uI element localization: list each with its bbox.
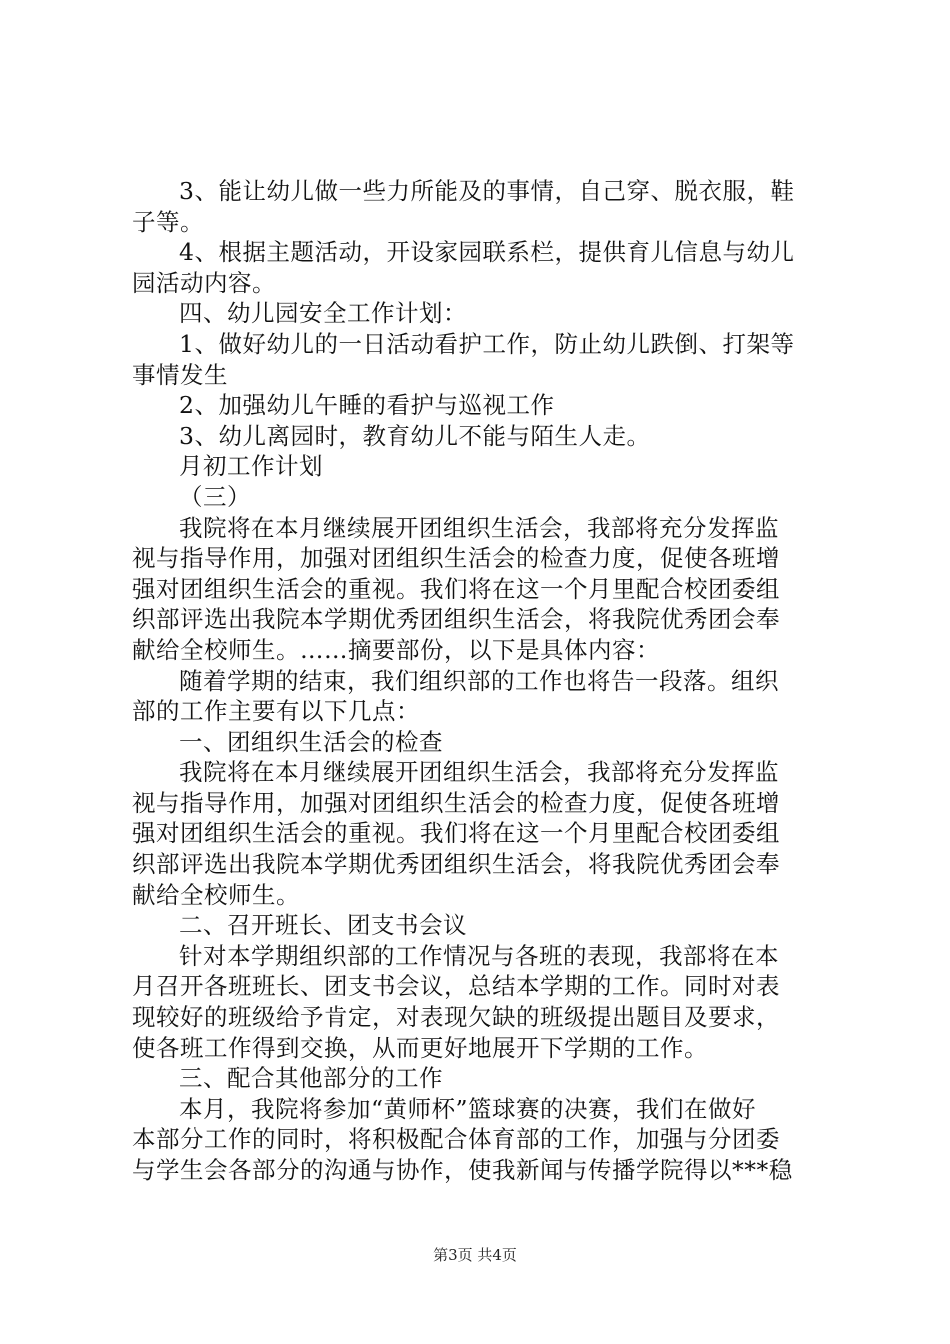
text-line: 本月，我院将参加“黄师杯”篮球赛的决赛，我们在做好	[179, 1094, 757, 1123]
text-line: 本部分工作的同时，将积极配合体育部的工作，加强与分团委	[132, 1125, 780, 1154]
text-line: 强对团组织生活会的重视。我们将在这一个月里配合校团委组	[132, 574, 780, 603]
text-line: 一、团组织生活会的检查	[179, 727, 443, 756]
text-line: 与学生会各部分的沟通与协作，使我新闻与传播学院得以***稳	[132, 1156, 793, 1184]
text-line: 织部评选出我院本学期优秀团组织生活会，将我院优秀团会奉	[132, 850, 780, 879]
text-line: 三、配合其他部分的工作	[179, 1064, 443, 1093]
text-line: 部的工作主要有以下几点：	[132, 697, 420, 726]
text-line: （三）	[179, 482, 251, 511]
text-line: 随着学期的结束，我们组织部的工作也将告一段落。组织	[179, 666, 779, 695]
page-footer: 第3页 共4页	[433, 1246, 517, 1264]
text-line: 现较好的班级给予肯定，对表现欠缺的班级提出题目及要求，	[132, 1003, 780, 1032]
text-line: 使各班工作得到交换，从而更好地展开下学期的工作。	[132, 1033, 708, 1062]
text-line: 强对团组织生活会的重视。我们将在这一个月里配合校团委组	[132, 819, 780, 848]
text-line: 4、根据主题活动，开设家园联系栏，提供育儿信息与幼儿	[179, 238, 795, 267]
text-line: 我院将在本月继续展开团组织生活会，我部将充分发挥监	[179, 758, 779, 787]
text-line: 园活动内容。	[132, 268, 276, 297]
text-line: 织部评选出我院本学期优秀团组织生活会，将我院优秀团会奉	[132, 605, 780, 634]
text-line: 事情发生	[132, 360, 228, 389]
text-line: 献给全校师生。	[132, 880, 300, 909]
text-line: 献给全校师生。……摘要部份，以下是具体内容：	[132, 635, 660, 664]
text-line: 视与指导作用，加强对团组织生活会的检查力度，促使各班增	[132, 544, 780, 573]
text-line: 视与指导作用，加强对团组织生活会的检查力度，促使各班增	[132, 788, 780, 817]
text-line: 1、做好幼儿的一日活动看护工作，防止幼儿跌倒、打架等	[179, 329, 795, 358]
text-line: 月召开各班班长、团支书会议，总结本学期的工作。同时对表	[132, 972, 780, 1001]
text-line: 四、幼儿园安全工作计划：	[179, 299, 467, 328]
text-line: 2、加强幼儿午睡的看护与巡视工作	[179, 391, 555, 420]
text-line: 月初工作计划	[179, 452, 323, 481]
text-line: 子等。	[132, 207, 204, 236]
text-line: 3、能让幼儿做一些力所能及的事情，自己穿、脱衣服，鞋	[179, 177, 795, 205]
text-line: 针对本学期组织部的工作情况与各班的表现，我部将在本	[179, 941, 779, 970]
text-line: 二、召开班长、团支书会议	[179, 911, 467, 940]
text-line: 3、幼儿离园时，教育幼儿不能与陌生人走。	[179, 421, 651, 450]
document-body	[132, 176, 832, 1186]
text-line: 我院将在本月继续展开团组织生活会，我部将充分发挥监	[179, 513, 779, 542]
